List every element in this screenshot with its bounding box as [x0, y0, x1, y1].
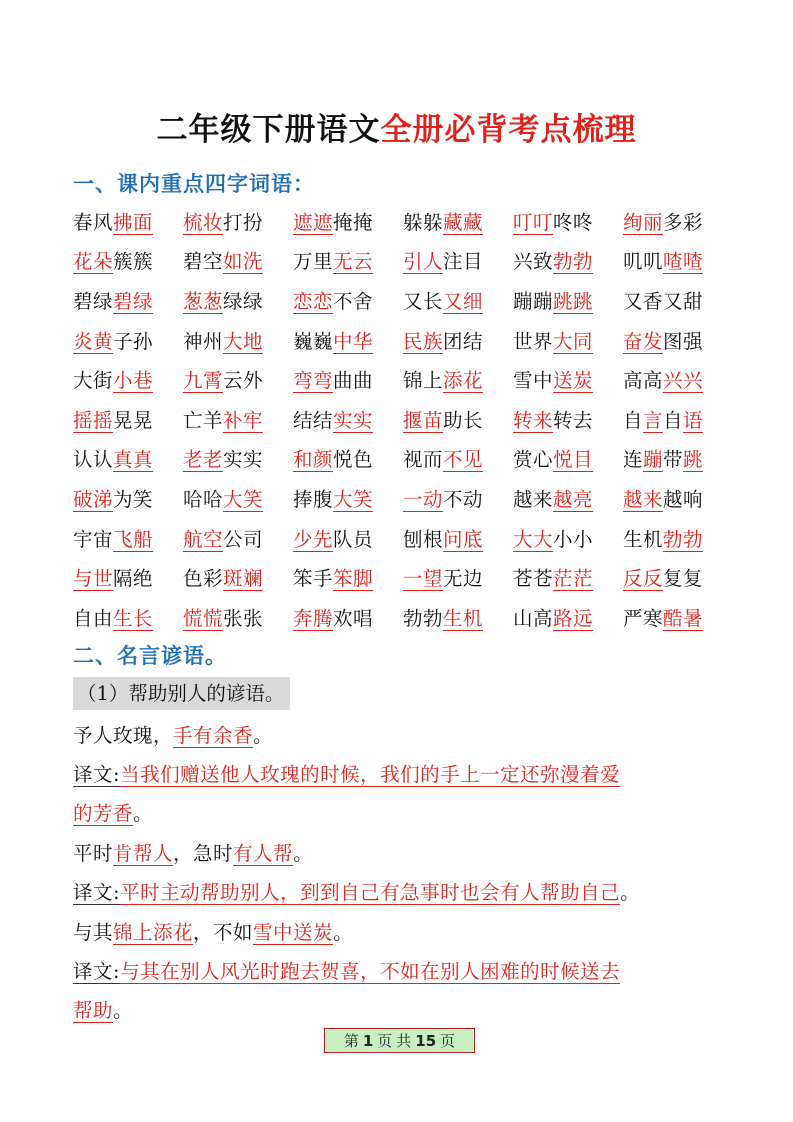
word-row: [73, 478, 733, 518]
word-text: 蹦蹦: [513, 289, 554, 313]
word-highlight: 摇摇: [73, 408, 114, 432]
subheading-helping-proverbs: （1）帮助别人的谚语。: [73, 677, 290, 710]
word-item: [293, 603, 403, 631]
word-highlight: 小巷: [113, 369, 154, 393]
proverb-line-2: [73, 838, 313, 866]
word-item: [73, 444, 183, 472]
word-text: 无边: [443, 567, 484, 591]
section-heading-words: 一、课内重点四字词语：: [73, 172, 315, 196]
word-item: [183, 207, 293, 235]
word-item: [403, 326, 513, 354]
word-item: [183, 326, 293, 354]
word-highlight: 炎黄: [73, 329, 114, 353]
word-text: 视而: [403, 448, 444, 472]
word-highlight: 无云: [333, 250, 374, 274]
word-highlight: 花朵: [73, 250, 114, 274]
translation-line-2: [73, 877, 640, 905]
word-text: 图强: [663, 329, 704, 353]
text: ，不如: [193, 921, 254, 944]
word-highlight: 飞船: [113, 527, 154, 551]
word-highlight: 大笑: [333, 487, 374, 511]
word-text: 躲躲: [403, 210, 444, 234]
word-item: [293, 207, 403, 235]
word-row: [73, 597, 733, 637]
word-item: [293, 365, 403, 393]
word-text: 晃晃: [113, 408, 154, 432]
word-highlight: 大地: [223, 329, 264, 353]
word-highlight: 实实: [333, 408, 374, 432]
word-text: 不舍: [333, 289, 374, 313]
word-highlight: 越亮: [553, 487, 594, 511]
word-highlight: 九霄: [183, 369, 224, 393]
word-item: [513, 286, 623, 314]
word-item: [293, 444, 403, 472]
text: 。: [133, 802, 154, 825]
highlight-text: 有人帮: [233, 842, 294, 865]
word-text: 隔绝: [113, 567, 154, 591]
word-highlight: 和颜: [293, 448, 334, 472]
word-row: [73, 399, 733, 439]
word-text: 笨手: [293, 567, 334, 591]
word-row: [73, 201, 733, 241]
word-text: 高高: [623, 369, 664, 393]
word-highlight: 不见: [443, 448, 484, 472]
text: 。: [293, 842, 314, 865]
word-item: [403, 207, 513, 235]
word-highlight: 越来: [623, 487, 664, 511]
translation-text: 与其在别人风光时跑去贺喜，不如在别人困难的时候送去: [120, 960, 621, 983]
word-text: 越来: [513, 487, 554, 511]
word-highlight: 碧绿: [113, 289, 154, 313]
word-item: [183, 484, 293, 512]
word-highlight: 破涕: [73, 487, 114, 511]
word-text: 大街: [73, 369, 114, 393]
word-highlight: 老老: [183, 448, 224, 472]
word-item: [73, 484, 183, 512]
word-highlight: 大笑: [223, 487, 264, 511]
word-text: 刨根: [403, 527, 444, 551]
word-row: [73, 557, 733, 597]
word-item: [183, 603, 293, 631]
word-text: 严寒: [623, 606, 664, 630]
footer-text: 第: [343, 1032, 359, 1050]
word-item: [73, 405, 183, 433]
word-item: [403, 444, 513, 472]
word-item: [183, 246, 293, 274]
word-text: 打扮: [223, 210, 264, 234]
translation-text: 当我们赠送他人玫瑰的时候，我们的手上一定还弥漫着爱: [120, 763, 621, 786]
word-item: [403, 405, 513, 433]
word-item: [513, 405, 623, 433]
word-text: 碧绿: [73, 289, 114, 313]
word-highlight: 转来: [513, 408, 554, 432]
word-text: 云外: [223, 369, 264, 393]
highlight-text: 手有余香: [173, 724, 254, 747]
page-title: [0, 104, 793, 149]
word-highlight: 梳妆: [183, 210, 224, 234]
word-highlight: 跳: [683, 448, 704, 472]
word-item: [623, 405, 733, 433]
word-item: [513, 563, 623, 591]
word-text: 注目: [443, 250, 484, 274]
word-text: 亡羊: [183, 408, 224, 432]
word-highlight: 跳跳: [553, 289, 594, 313]
word-item: [183, 286, 293, 314]
word-highlight: 叮叮: [513, 210, 554, 234]
word-highlight: 喳喳: [663, 250, 704, 274]
word-item: [183, 365, 293, 393]
word-item: [623, 603, 733, 631]
word-item: [623, 524, 733, 552]
word-text: 子孙: [113, 329, 154, 353]
title-part-black: 二年级下册语文: [156, 112, 381, 148]
translation-label: 译文:: [73, 960, 121, 983]
word-text: 赏心: [513, 448, 554, 472]
text: 平时: [73, 842, 114, 865]
word-text: 自由: [73, 606, 114, 630]
word-highlight: 斑斓: [223, 567, 264, 591]
word-highlight: 悦目: [553, 448, 594, 472]
word-item: [513, 603, 623, 631]
word-highlight: 恋恋: [293, 289, 334, 313]
word-text: 自: [663, 408, 684, 432]
word-text: 生机: [623, 527, 664, 551]
word-text: 兴致: [513, 250, 554, 274]
translation-text: 的芳香: [73, 802, 134, 825]
word-text: 自: [623, 408, 644, 432]
translation-text: 平时主动帮助别人，到到自己有急事时也会有人帮助自己: [120, 881, 621, 904]
word-item: [403, 484, 513, 512]
highlight-text: 锦上添花: [113, 921, 194, 944]
word-text: 曲曲: [333, 369, 374, 393]
word-item: [623, 207, 733, 235]
word-text: 万里: [293, 250, 334, 274]
word-item: [183, 524, 293, 552]
word-item: [623, 444, 733, 472]
word-highlight: 一望: [403, 567, 444, 591]
word-text: 雪中: [513, 369, 554, 393]
word-item: [73, 326, 183, 354]
word-highlight: 一动: [403, 487, 444, 511]
word-text: 转去: [553, 408, 594, 432]
word-text: 欢唱: [333, 606, 374, 630]
word-item: [513, 207, 623, 235]
word-highlight: 中华: [333, 329, 374, 353]
word-highlight: 与世: [73, 567, 114, 591]
word-item: [623, 563, 733, 591]
translation-label: 译文:: [73, 763, 121, 786]
word-text: 哈哈: [183, 487, 224, 511]
word-text: 为笑: [113, 487, 154, 511]
word-text: 不动: [443, 487, 484, 511]
current-page: 1: [362, 1031, 374, 1050]
word-item: [403, 524, 513, 552]
word-text: 山高: [513, 606, 554, 630]
word-item: [403, 246, 513, 274]
word-text: 碧空: [183, 250, 224, 274]
word-item: [293, 405, 403, 433]
word-row: [73, 439, 733, 479]
word-item: [513, 365, 623, 393]
word-highlight: 奔腾: [293, 606, 334, 630]
word-text: 宇宙: [73, 527, 114, 551]
word-highlight: 大大: [513, 527, 554, 551]
word-item: [513, 246, 623, 274]
word-text: 公司: [223, 527, 264, 551]
highlight-text: 雪中送炭: [253, 921, 334, 944]
word-highlight: 问底: [443, 527, 484, 551]
word-item: [293, 484, 403, 512]
word-highlight: 勃勃: [663, 527, 704, 551]
word-text: 色彩: [183, 567, 224, 591]
word-row: [73, 359, 733, 399]
word-highlight: 藏藏: [443, 210, 484, 234]
word-item: [293, 326, 403, 354]
word-text: 巍巍: [293, 329, 334, 353]
section-heading-proverbs: 二、名言谚语。: [73, 644, 227, 668]
word-text: 复复: [663, 567, 704, 591]
text: 与其: [73, 921, 114, 944]
word-highlight: 生长: [113, 606, 154, 630]
text: ，急时: [173, 842, 234, 865]
word-text: 认认: [73, 448, 114, 472]
proverb-line-3: [73, 917, 353, 945]
word-text: 连: [623, 448, 644, 472]
word-text: 咚咚: [553, 210, 594, 234]
word-item: [623, 326, 733, 354]
word-item: [403, 286, 513, 314]
word-highlight: 航空: [183, 527, 224, 551]
word-item: [183, 563, 293, 591]
word-item: [513, 484, 623, 512]
word-text: 实实: [223, 448, 264, 472]
word-highlight: 民族: [403, 329, 444, 353]
word-highlight: 酷暑: [663, 606, 704, 630]
text: 。: [113, 999, 134, 1022]
word-text: 团结: [443, 329, 484, 353]
word-row: [73, 320, 733, 360]
word-text: 助长: [443, 408, 484, 432]
word-highlight: 引人: [403, 250, 444, 274]
word-text: 苍苍: [513, 567, 554, 591]
translation-label: 译文:: [73, 881, 121, 904]
word-text: 锦上: [403, 369, 444, 393]
word-highlight: 兴兴: [663, 369, 704, 393]
word-item: [183, 444, 293, 472]
word-row: [73, 241, 733, 281]
word-highlight: 大同: [553, 329, 594, 353]
word-item: [513, 326, 623, 354]
word-text: 多彩: [663, 210, 704, 234]
word-text: 又长: [403, 289, 444, 313]
proverb-line-1: [73, 720, 273, 748]
word-item: [293, 563, 403, 591]
word-item: [403, 603, 513, 631]
word-item: [73, 524, 183, 552]
word-highlight: 真真: [113, 448, 154, 472]
word-highlight: 拂面: [113, 210, 154, 234]
word-item: [73, 365, 183, 393]
word-item: [623, 246, 733, 274]
word-highlight: 蹦: [643, 448, 664, 472]
word-text: 带: [663, 448, 684, 472]
word-text: 又香又甜: [623, 289, 704, 313]
page-number-footer: [324, 1028, 475, 1053]
word-item: [183, 405, 293, 433]
word-highlight: 揠苗: [403, 408, 444, 432]
word-item: [403, 365, 513, 393]
footer-text: 页: [377, 1032, 393, 1050]
word-item: [293, 246, 403, 274]
translation-line-3-cont: [73, 995, 133, 1023]
word-item: [73, 286, 183, 314]
word-highlight: 送炭: [553, 369, 594, 393]
word-item: [73, 603, 183, 631]
word-text: 簇簇: [113, 250, 154, 274]
word-item: [73, 563, 183, 591]
translation-line-1: [73, 759, 620, 787]
word-text: 队员: [333, 527, 374, 551]
word-text: 小小: [553, 527, 594, 551]
text: 予人玫瑰，: [73, 724, 174, 747]
word-text: 绿绿: [223, 289, 264, 313]
word-highlight: 笨脚: [333, 567, 374, 591]
word-item: [293, 286, 403, 314]
word-text: 越响: [663, 487, 704, 511]
word-row: [73, 518, 733, 558]
word-item: [623, 484, 733, 512]
word-highlight: 言: [643, 408, 664, 432]
word-text: 勃勃: [403, 606, 444, 630]
word-highlight: 遮遮: [293, 210, 334, 234]
word-text: 神州: [183, 329, 224, 353]
word-item: [293, 524, 403, 552]
word-highlight: 路远: [553, 606, 594, 630]
word-highlight: 少先: [293, 527, 334, 551]
word-highlight: 绚丽: [623, 210, 664, 234]
word-highlight: 茫茫: [553, 567, 594, 591]
word-text: 悦色: [333, 448, 374, 472]
word-grid: [73, 201, 733, 637]
word-highlight: 慌慌: [183, 606, 224, 630]
total-pages: 15: [415, 1031, 437, 1050]
word-text: 捧腹: [293, 487, 334, 511]
word-item: [623, 286, 733, 314]
word-highlight: 添花: [443, 369, 484, 393]
word-highlight: 奋发: [623, 329, 664, 353]
translation-line-3: [73, 956, 620, 984]
word-row: [73, 280, 733, 320]
translation-text: 帮助: [73, 999, 114, 1022]
highlight-text: 肯帮人: [113, 842, 174, 865]
word-highlight: 葱葱: [183, 289, 224, 313]
word-highlight: 语: [683, 408, 704, 432]
word-highlight: 反反: [623, 567, 664, 591]
word-text: 叽叽: [623, 250, 664, 274]
word-item: [403, 563, 513, 591]
word-item: [73, 246, 183, 274]
word-text: 结结: [293, 408, 334, 432]
text: 。: [253, 724, 274, 747]
word-highlight: 弯弯: [293, 369, 334, 393]
word-item: [513, 444, 623, 472]
text: 。: [620, 881, 641, 904]
word-text: 掩掩: [333, 210, 374, 234]
word-text: 世界: [513, 329, 554, 353]
translation-line-1-cont: [73, 798, 153, 826]
word-highlight: 补牢: [223, 408, 264, 432]
footer-text: 共: [396, 1032, 412, 1050]
word-text: 春风: [73, 210, 114, 234]
word-text: 张张: [223, 606, 264, 630]
word-item: [623, 365, 733, 393]
title-part-red: 全册必背考点梳理: [380, 112, 637, 148]
word-highlight: 生机: [443, 606, 484, 630]
word-highlight: 如洗: [223, 250, 264, 274]
footer-text: 页: [440, 1032, 456, 1050]
text: 。: [333, 921, 354, 944]
word-item: [73, 207, 183, 235]
word-highlight: 勃勃: [553, 250, 594, 274]
word-highlight: 又细: [443, 289, 484, 313]
word-item: [513, 524, 623, 552]
